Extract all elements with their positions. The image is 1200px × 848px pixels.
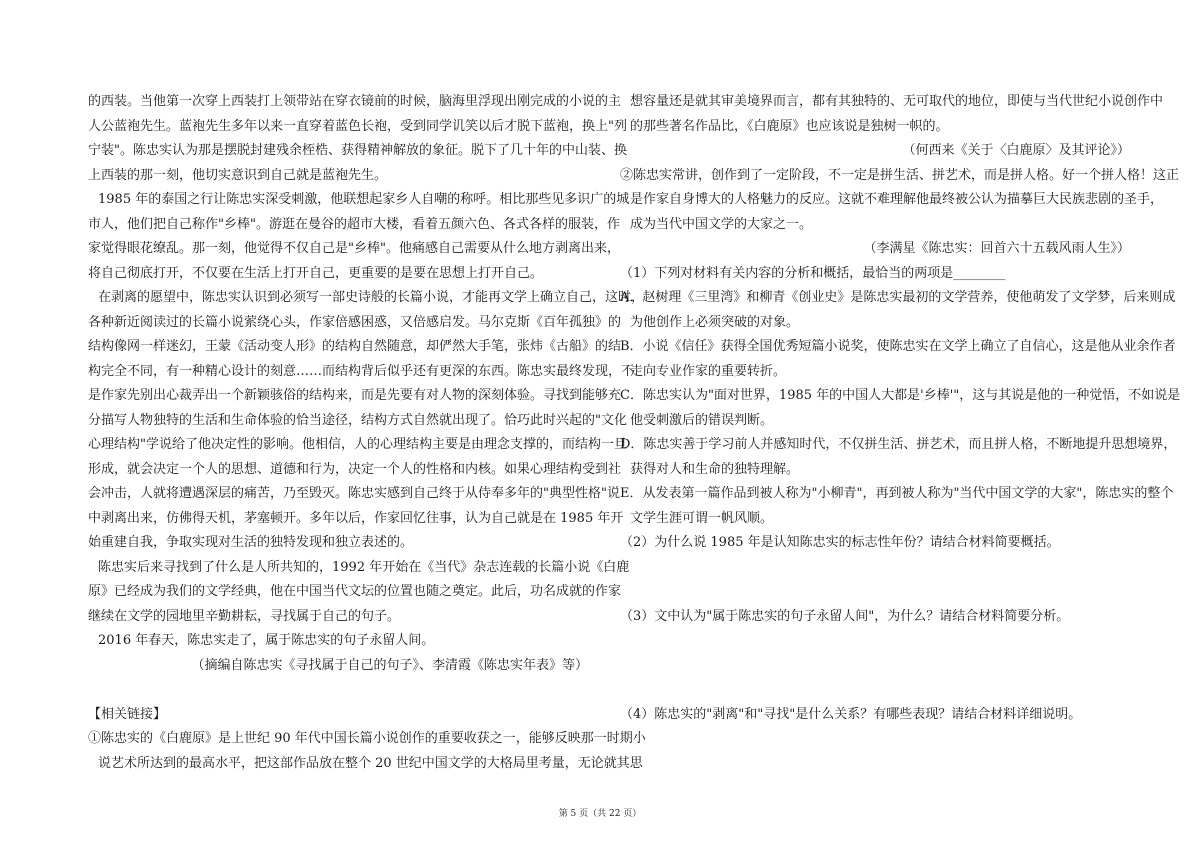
- source-citation: （摘编自陈忠实《寻找属于自己的句子》、李清霞《陈忠实年表》等）: [191, 657, 588, 673]
- option-line: B．小说《信任》获得全国优秀短篇小说奖，使陈忠实在文学上确立了自信心，这是他从业余作者: [620, 339, 1176, 354]
- text-line: 结构像网一样迷幻，王蒙《活动变人形》的结构自然随意，却俨然大手笔，张炜《古船》的结: [88, 339, 622, 354]
- text-line: 是作家先别出心裁弄出一个新颖骇俗的结构来，而是先要有对人物的深刻体验。寻找到能够充: [88, 388, 622, 403]
- answer-space: [620, 556, 1130, 605]
- text-line: 成为当代中国文学的大家之一。: [630, 216, 813, 232]
- option-line: 他受刺激后的错误判断。: [630, 412, 774, 428]
- related-link-1: [88, 727, 646, 776]
- text-line: 继续在文学的园地里辛勤耕耘，寻找属于自己的句子。: [88, 608, 401, 624]
- paragraph-1: [88, 90, 627, 188]
- paragraph-4: [88, 556, 630, 630]
- text-line: 上西装的那一刻，他切实意识到自己就是蓝袍先生。: [88, 167, 388, 183]
- question-1: （1）下列对材料有关内容的分析和概括，最恰当的两项是________: [620, 265, 1006, 281]
- text-line: 家觉得眼花缭乱。那一刻，他觉得不仅自己是"乡棒"。他痛感自己需要从什么地方剥离出来，: [88, 241, 620, 256]
- text-line: 原》已经成为我们的文学经典，他在中国当代文坛的位置也随之奠定。此后，功名成就的作家: [88, 584, 622, 599]
- question-2: （2）为什么说 1985 年是认知陈忠实的标志性年份？请结合材料简要概括。: [620, 535, 1060, 550]
- text-line: 始重建自我，争取实现对生活的独特发现和独立表述的。: [88, 535, 414, 550]
- text-line: ①陈忠实的《白鹿原》是上世纪 90 年代中国长篇小说创作的重要收获之一，能够反映那一时期小: [88, 731, 646, 746]
- text-line: 的那些著名作品比，《白鹿原》也应该说是独树一帜的。: [630, 118, 949, 134]
- paragraph-5: 2016 年春天，陈忠实走了，属于陈忠实的句子永留人间。: [98, 633, 435, 648]
- left-column: [88, 90, 646, 776]
- link-2-source: （李满星《陈忠实：回首六十五载风雨人生》）: [863, 241, 1130, 256]
- page-number: 第 5 页（共 22 页）: [558, 809, 642, 819]
- option-line: 为他创作上必须突破的对象。: [630, 314, 800, 330]
- option-e: [620, 482, 1174, 531]
- question-3: （3）文中认为"属于陈忠实的句子永留人间"，为什么？请结合材料简要分析。: [620, 608, 1070, 624]
- option-line: C．陈忠实认为"面对世界，1985 年的中国人大都是'乡棒'"，这与其说是他的一种觉悟，不如说是: [620, 388, 1181, 403]
- text-line: ②陈忠实常讲，创作到了一定阶段，不一定是拼生活、拼艺术，而是拼人格。好一个拼人格！这正: [620, 167, 1180, 183]
- text-line: 想容量还是就其审美境界而言，都有其独特的、无可取代的地位，即使与当代世纪小说创作中: [630, 94, 1164, 109]
- paragraph-2: [88, 188, 630, 286]
- text-line: 将自己彻底打开，不仅要在生活上打开自己，更重要的是要在思想上打开自己。: [88, 265, 544, 281]
- text-line: 中剥离出来，仿佛得天机，茅塞顿开。多年以后，作家回忆往事，认为自己就是在 1985 年开: [88, 510, 624, 526]
- related-link-2: [620, 164, 1180, 238]
- paragraph-3: [88, 286, 645, 556]
- question-4: （4）陈忠实的"剥离"和"寻找"是什么关系？有哪些表现？请结合材料详细说明。: [620, 706, 1082, 722]
- text-line: 宁装"。陈忠实认为那是摆脱封建残余桎梏、获得精神解放的象征。脱下了几十年的中山装、换: [88, 143, 627, 158]
- text-line: 的西装。当他第一次穿上西装打上领带站在穿衣镜前的时候，脑海里浮现出刚完成的小说的主: [88, 94, 622, 109]
- text-line: 说艺术所达到的最高水平，把这部作品放在整个 20 世纪中国文学的大格局里考量，无论就其思: [98, 755, 643, 771]
- text-line: 人公蓝袍先生。蓝袍先生多年以来一直穿着蓝色长袍，受到同学讥笑以后才脱下蓝袍，换上"列: [88, 118, 627, 134]
- text-line: 市人，他们把自己称作"乡棒"。游逛在曼谷的超市大楼，看着五颜六色、各式各样的服装，作: [88, 216, 620, 232]
- option-line: D．陈忠实善于学习前人并感知时代，不仅拼生活、拼艺术，而且拼人格，不断地提升思想境界，: [620, 437, 1177, 452]
- text-line: 是作家自身博大的人格魅力的反应。这就不难理解他最终被公认为描摹巨大民族悲剧的圣手，: [630, 192, 1164, 207]
- option-b: [620, 335, 1176, 384]
- option-line: E．从发表第一篇作品到被人称为"小柳青"，再到被人称为"当代中国文学的大家"，陈忠实的整个: [620, 486, 1174, 501]
- answer-space: [620, 629, 1130, 703]
- text-line: 各种新近阅读过的长篇小说萦绕心头，作家倍感困惑，又倍感启发。马尔克斯《百年孤独》的: [88, 314, 622, 330]
- text-line: 构完全不同，有一种精心设计的刻意……而结构背后似乎还有更深的东西。陈忠实最终发现，不: [88, 363, 635, 379]
- text-line: 心理结构"学说给了他决定性的影响。他相信，人的心理结构主要是由理念支撑的，而结构一旦: [88, 437, 627, 452]
- text-line: 陈忠实后来寻找到了什么是人所共知的，1992 年开始在《当代》杂志连载的长篇小说《白鹿: [98, 559, 630, 575]
- option-d: [620, 433, 1177, 482]
- text-line: 1985 年的泰国之行让陈忠实深受刺激，他联想起家乡人自嘲的称呼。相比那些见多识广的城: [98, 192, 630, 207]
- spacer: [88, 678, 588, 703]
- option-line: 获得对人和生命的独特理解。: [630, 461, 800, 477]
- related-link-1-continued: [620, 90, 1164, 139]
- text-line: 形成，就会决定一个人的思想、道德和行为，决定一个人的性格和内核。如果心理结构受到社: [88, 461, 622, 477]
- text-line: 在剥离的愿望中，陈忠实认识到必须写一部史诗般的长篇小说，才能再文学上确立自己，这时，: [98, 290, 645, 305]
- right-column: [620, 90, 1181, 727]
- option-a: [620, 286, 1176, 335]
- option-line: 走向专业作家的重要转折。: [630, 363, 787, 379]
- option-c: [620, 384, 1181, 433]
- text-line: 会冲击，人就将遭遇深层的痛苦，乃至毁灭。陈忠实感到自己终于从侍奉多年的"典型性格"说: [88, 486, 620, 501]
- related-links-heading: 【相关链接】: [88, 706, 167, 722]
- option-line: 文学生涯可谓一帆风顺。: [630, 510, 774, 526]
- text-line: 分描写人物独特的生活和生命体验的恰当途径，结构方式自然就出现了。恰巧此时兴起的"文化: [88, 412, 627, 428]
- option-line: A．赵树理《三里湾》和柳青《创业史》是陈忠实最初的文学营养，使他萌发了文学梦，后来则成: [620, 290, 1176, 305]
- link-1-source: （何西来《关于〈白鹿原〉及其评论》）: [902, 143, 1130, 158]
